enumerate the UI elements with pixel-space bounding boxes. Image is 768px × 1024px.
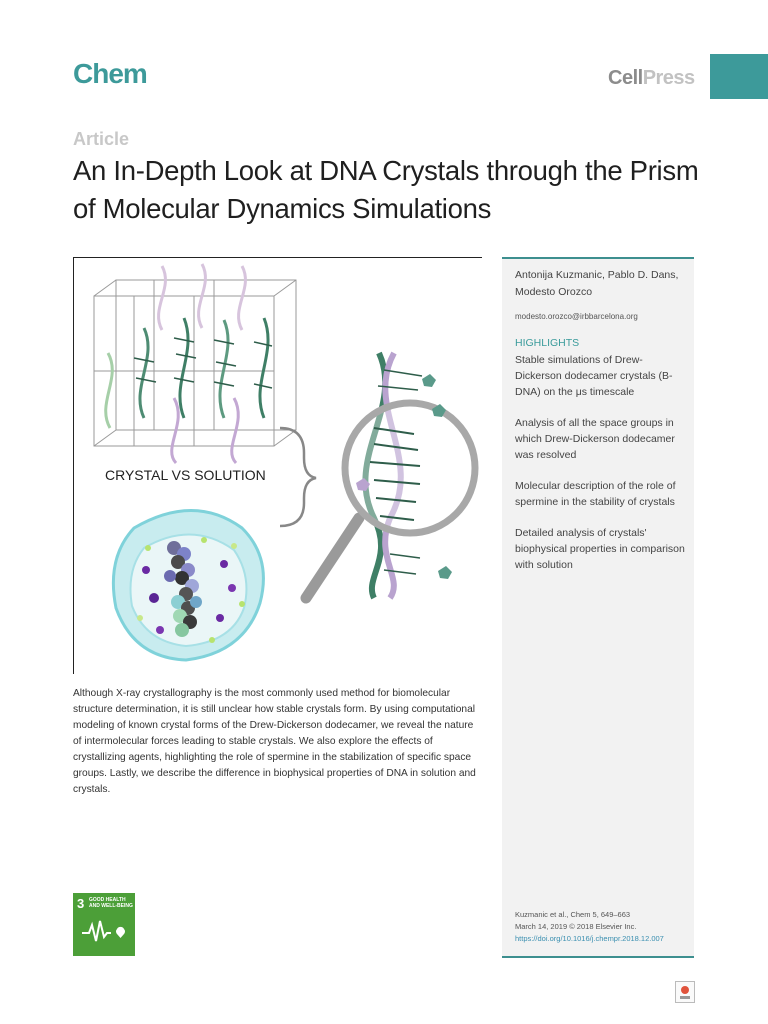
highlight-item: Analysis of all the space groups in which Drew-Dickerson dodecamer was resolved	[515, 417, 675, 461]
highlight-item: Molecular description of the role of spermine in the stability of crystals	[515, 480, 676, 508]
publisher-logo-part1: Cell	[608, 67, 643, 89]
article-title: An In-Depth Look at DNA Crystals through the Prism of Molecular Dynamics Simulations	[73, 155, 699, 224]
lattice-helices	[106, 264, 268, 463]
highlight-item: Stable simulations of Drew-Dickerson dodecamer crystals (B-DNA) on the μs timescale	[515, 354, 673, 398]
highlights-heading: HIGHLIGHTS	[515, 337, 580, 349]
publisher-logo	[608, 67, 695, 90]
sidebar-panel	[502, 257, 694, 958]
abstract: Although X-ray crystallography is the most commonly used method for biomolecular structure determination, it is still unclear how stable crystals form. By using computational modeling of known crystal forms of the Drew-Dickerson dodecamer, we reveal the nature of intermolecular forces leading to stable crystals. We also explore the effects of crystallizing agents, highlighting the role of spermine in the stabilization of specific space groups. Lastly, we describe the difference in biophysical properties of DNA in solution and crystals.	[73, 688, 476, 795]
solution-droplet	[113, 511, 263, 661]
highlight-item: Detailed analysis of crystals' biophysical properties in comparison with solution	[515, 527, 685, 571]
corresponding-email[interactable]: modesto.orozco@irbbarcelona.org	[515, 312, 638, 321]
journal-logo: Chem	[73, 58, 147, 89]
article-type: Article	[73, 129, 130, 149]
graphical-abstract-image	[74, 258, 482, 674]
sdg-number: 3	[77, 896, 85, 911]
citation-date: March 14, 2019 © 2018 Elsevier Inc.	[515, 922, 637, 931]
heartbeat-icon	[81, 917, 127, 945]
sdg-text: GOOD HEALTH AND WELL-BEING	[89, 897, 133, 909]
check-for-updates-icon[interactable]	[675, 981, 695, 1003]
lattice-base-pairs	[134, 338, 272, 388]
highlights-list	[515, 352, 687, 588]
corner-accent-block	[710, 54, 768, 99]
curly-brace	[280, 428, 316, 526]
doi-link[interactable]: https://doi.org/10.1016/j.chempr.2018.12.007	[515, 934, 664, 943]
graphical-abstract-label: CRYSTAL VS SOLUTION	[105, 467, 266, 483]
citation	[515, 909, 693, 945]
sdg-badge	[73, 893, 135, 956]
graphical-abstract	[73, 257, 482, 674]
citation-line: Kuzmanic et al., Chem 5, 649–663	[515, 910, 631, 919]
magnifier	[306, 353, 475, 598]
authors: Antonija Kuzmanic, Pablo D. Dans, Modesto Orozco	[515, 269, 679, 298]
publisher-logo-part2: Press	[642, 67, 695, 89]
